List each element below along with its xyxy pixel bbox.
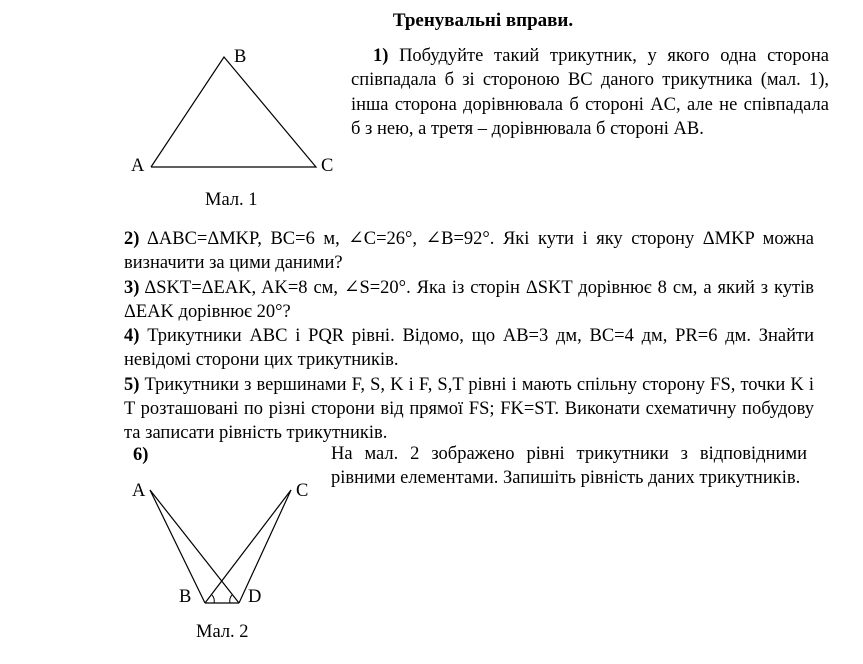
figure-2-label-c: C [296, 481, 309, 501]
exercise-5-number: 5) [124, 374, 140, 395]
figure-2-label-a: A [132, 481, 146, 501]
line-a-b [150, 490, 205, 603]
figure-2-caption: Мал. 2 [196, 622, 249, 642]
angle-mark-b [212, 595, 214, 603]
figure-1-label-b: B [234, 47, 247, 67]
exercise-1-text: Побудуйте такий трикутник, у якого одна сторона співпадала б зі стороною BC даного трикутника (мал. 1), інша сторона дорівнювала б стороні AC, але не співпадала б з нею, а третя – дорівнювала б стороні AB. [351, 46, 829, 139]
title-text: Тренувальні вправи. [392, 10, 574, 31]
exercise-4-text: Трикутники ABC і PQR рівні. Відомо, що AB=3 дм, BC=4 дм, PR=6 дм. Знайти невідомі сторони цих трикутників. [124, 326, 814, 371]
exercise-1-number: 1) [373, 46, 389, 66]
figure-2-label-d: D [248, 587, 262, 607]
exercise-5-text: Трикутники з вершинами F, S, K і F, S,T рівні і мають спільну сторону FS, точки K і T розташовані по різні сторони від прямої FS; FK=ST. Виконати схематичну побудову та записати рівність трикутників. [124, 374, 814, 444]
figure-1-caption: Мал. 1 [205, 190, 258, 210]
exercise-6-text: На мал. 2 зображено рівні трикутники з відповідними рівними елементами. Запишіть рівність даних трикутників. [331, 444, 807, 489]
figure-1-label-a: A [131, 156, 145, 176]
exercise-3-text: ΔSKT=ΔEAK, AK=8 см, ∠S=20°. Яка із сторін ΔSKT дорівнює 8 см, а який з кутів ΔEAK дорівнює 20°? [124, 277, 814, 322]
exercise-3-number: 3) [124, 277, 140, 298]
line-a-d [150, 490, 239, 603]
exercise-2-number: 2) [124, 229, 140, 249]
exercise-6-number: 6) [133, 445, 149, 465]
angle-mark-d [230, 595, 232, 603]
line-c-d [239, 490, 291, 603]
exercise-2-text: ΔABC=ΔMKP, BC=6 м, ∠C=26°, ∠B=92°. Які кути і яку сторону ΔMKP можна визначити за цими даними? [124, 229, 815, 274]
figure-1-label-c: C [321, 156, 334, 176]
figure-2-label-b: B [179, 587, 192, 607]
exercise-4-number: 4) [124, 326, 140, 347]
